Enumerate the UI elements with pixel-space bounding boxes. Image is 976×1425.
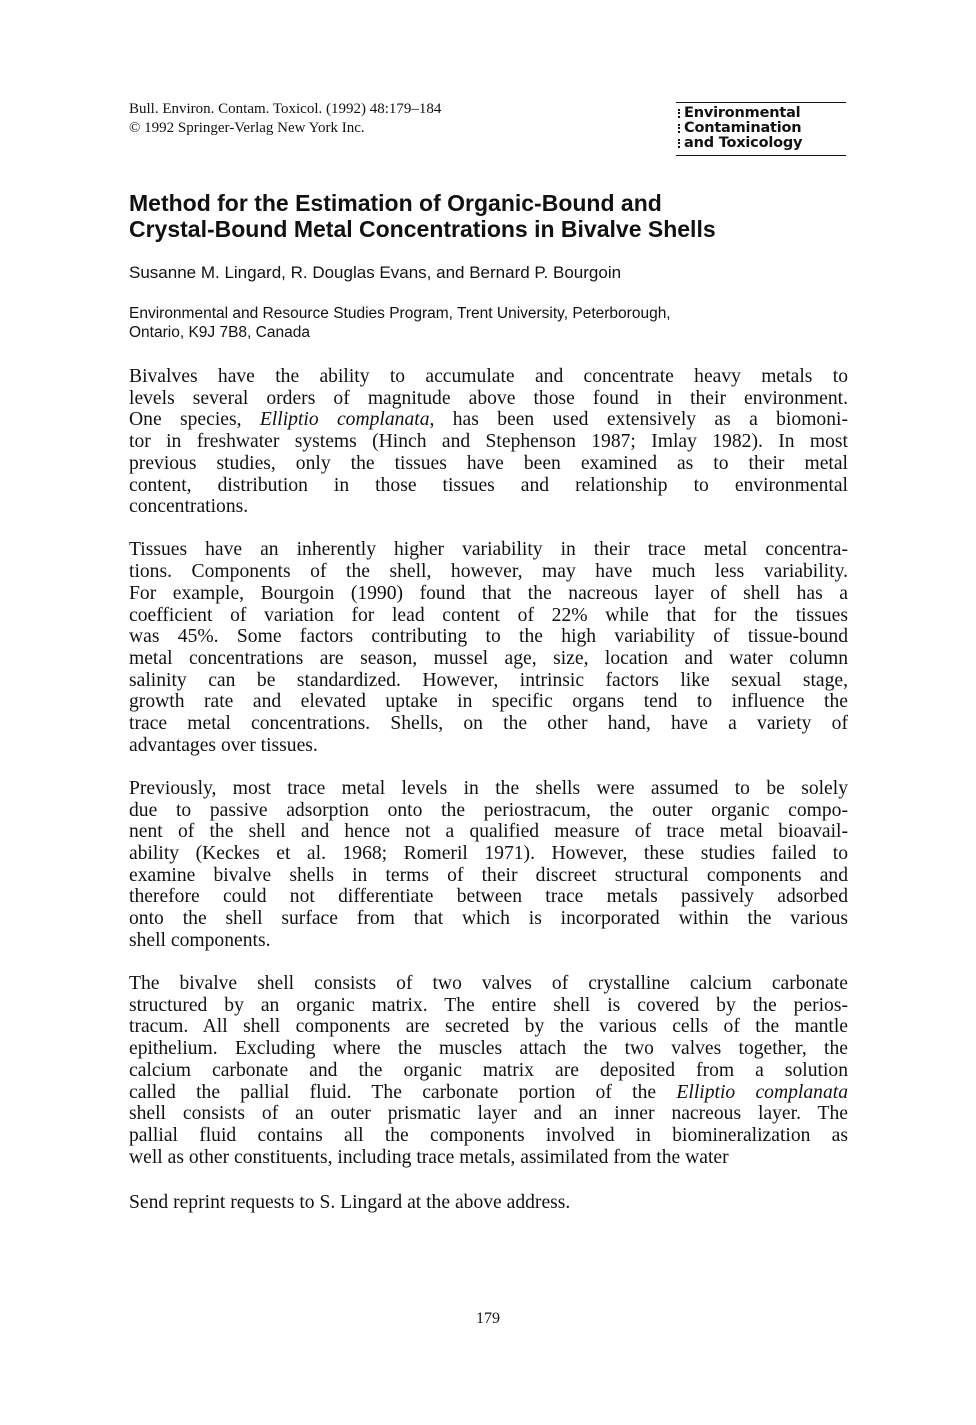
journal-logo: [676, 102, 846, 156]
logo-line: Contamination: [676, 121, 846, 136]
logo-line: Environmental: [676, 106, 846, 121]
paragraph-line: Tissues have an inherently higher variability in their trace metal concentra-: [129, 539, 848, 561]
affiliation-line: Ontario, K9J 7B8, Canada: [129, 324, 310, 341]
paragraph-line: called the pallial fluid. The carbonate portion of the Elliptio complanata: [129, 1081, 849, 1103]
body-paragraph: [129, 778, 848, 952]
copyright-line: © 1992 Springer-Verlag New York Inc.: [129, 120, 365, 136]
paragraph-line: concentrations.: [129, 496, 249, 518]
page-number: 179: [476, 1310, 500, 1327]
paragraph-line: calcium carbonate and the organic matrix are deposited from a solution: [129, 1059, 848, 1081]
paragraph-line: metal concentrations are season, mussel age, size, location and water column: [129, 647, 848, 669]
paragraph-line: growth rate and elevated uptake in specific organs tend to influence the: [129, 691, 848, 713]
affiliation-line: Environmental and Resource Studies Program, Trent University, Peterborough,: [129, 305, 671, 322]
paragraph-line: well as other constituents, including trace metals, assimilated from the water: [129, 1146, 729, 1168]
citation-line: Bull. Environ. Contam. Toxicol. (1992) 48:179–184: [129, 101, 442, 117]
article-body: [129, 366, 848, 1190]
paragraph-line: due to passive adsorption onto the periostracum, the outer organic compo-: [129, 799, 848, 821]
reprint-footnote: Send reprint requests to S. Lingard at the above address.: [129, 1192, 571, 1213]
paragraph-line: tor in freshwater systems (Hinch and Stephenson 1987; Imlay 1982). In most: [129, 431, 848, 453]
author-affiliation: [129, 304, 849, 342]
paragraph-line: One species, Elliptio complanata, has been used extensively as a biomoni-: [129, 409, 848, 431]
journal-citation: [129, 100, 441, 138]
paragraph-line: shell consists of an outer prismatic layer and an inner nacreous layer. The: [129, 1103, 848, 1125]
paragraph-line: content, distribution in those tissues and relationship to environmental: [129, 474, 848, 496]
paragraph-line: nent of the shell and hence not a qualified measure of trace metal bioavail-: [129, 821, 848, 843]
logo-rule-bottom: [676, 155, 846, 156]
paragraph-line: tions. Components of the shell, however, may have much less variability.: [129, 561, 848, 583]
paragraph-line: therefore could not differentiate between trace metals passively adsorbed: [129, 886, 848, 908]
paragraph-line: epithelium. Excluding where the muscles attach the two valves together, the: [129, 1038, 848, 1060]
body-paragraph: [129, 539, 848, 756]
body-paragraph: [129, 973, 848, 1168]
paragraph-line: Previously, most trace metal levels in the shells were assumed to be solely: [129, 777, 848, 799]
body-paragraph: [129, 366, 848, 518]
logo-line: and Toxicology: [676, 136, 846, 151]
title-line: Crystal-Bound Metal Concentrations in Bivalve Shells: [129, 216, 716, 242]
author-list: Susanne M. Lingard, R. Douglas Evans, and Bernard P. Bourgoin: [129, 263, 622, 282]
paragraph-line: examine bivalve shells in terms of their discreet structural components and: [129, 864, 848, 886]
paragraph-line: tracum. All shell components are secreted by the various cells of the mantle: [129, 1016, 848, 1038]
species-name: Elliptio complanata: [259, 409, 430, 431]
paragraph-line: trace metal concentrations. Shells, on the other hand, have a variety of: [129, 713, 848, 735]
logo-rule-top: [676, 102, 846, 103]
paragraph-line: coefficient of variation for lead content of 22% while that for the tissues: [129, 604, 848, 626]
paragraph-line: For example, Bourgoin (1990) found that the nacreous layer of shell has a: [129, 582, 848, 604]
paragraph-line: advantages over tissues.: [129, 734, 318, 756]
paragraph-line: onto the shell surface from that which is incorporated within the various: [129, 908, 848, 930]
paragraph-line: levels several orders of magnitude above those found in their environment.: [129, 387, 848, 409]
paragraph-line: Bivalves have the ability to accumulate and concentrate heavy metals to: [129, 366, 848, 387]
paragraph-line: structured by an organic matrix. The entire shell is covered by the perios-: [129, 994, 848, 1016]
species-name: Elliptio complanata: [676, 1081, 849, 1103]
title-line: Method for the Estimation of Organic-Bound and: [129, 190, 662, 216]
paragraph-line: was 45%. Some factors contributing to the high variability of tissue-bound: [129, 626, 848, 648]
paragraph-line: previous studies, only the tissues have been examined as to their metal: [129, 452, 848, 474]
article-title: [129, 190, 849, 242]
paragraph-line: pallial fluid contains all the components involved in biomineralization as: [129, 1125, 848, 1146]
paragraph-line: ability (Keckes et al. 1968; Romeril 1971). However, these studies failed to: [129, 843, 848, 865]
paragraph-line: The bivalve shell consists of two valves of crystalline calcium carbonate: [129, 973, 848, 995]
paragraph-line: shell components.: [129, 929, 271, 951]
paragraph-line: salinity can be standardized. However, intrinsic factors like sexual stage,: [129, 669, 848, 691]
